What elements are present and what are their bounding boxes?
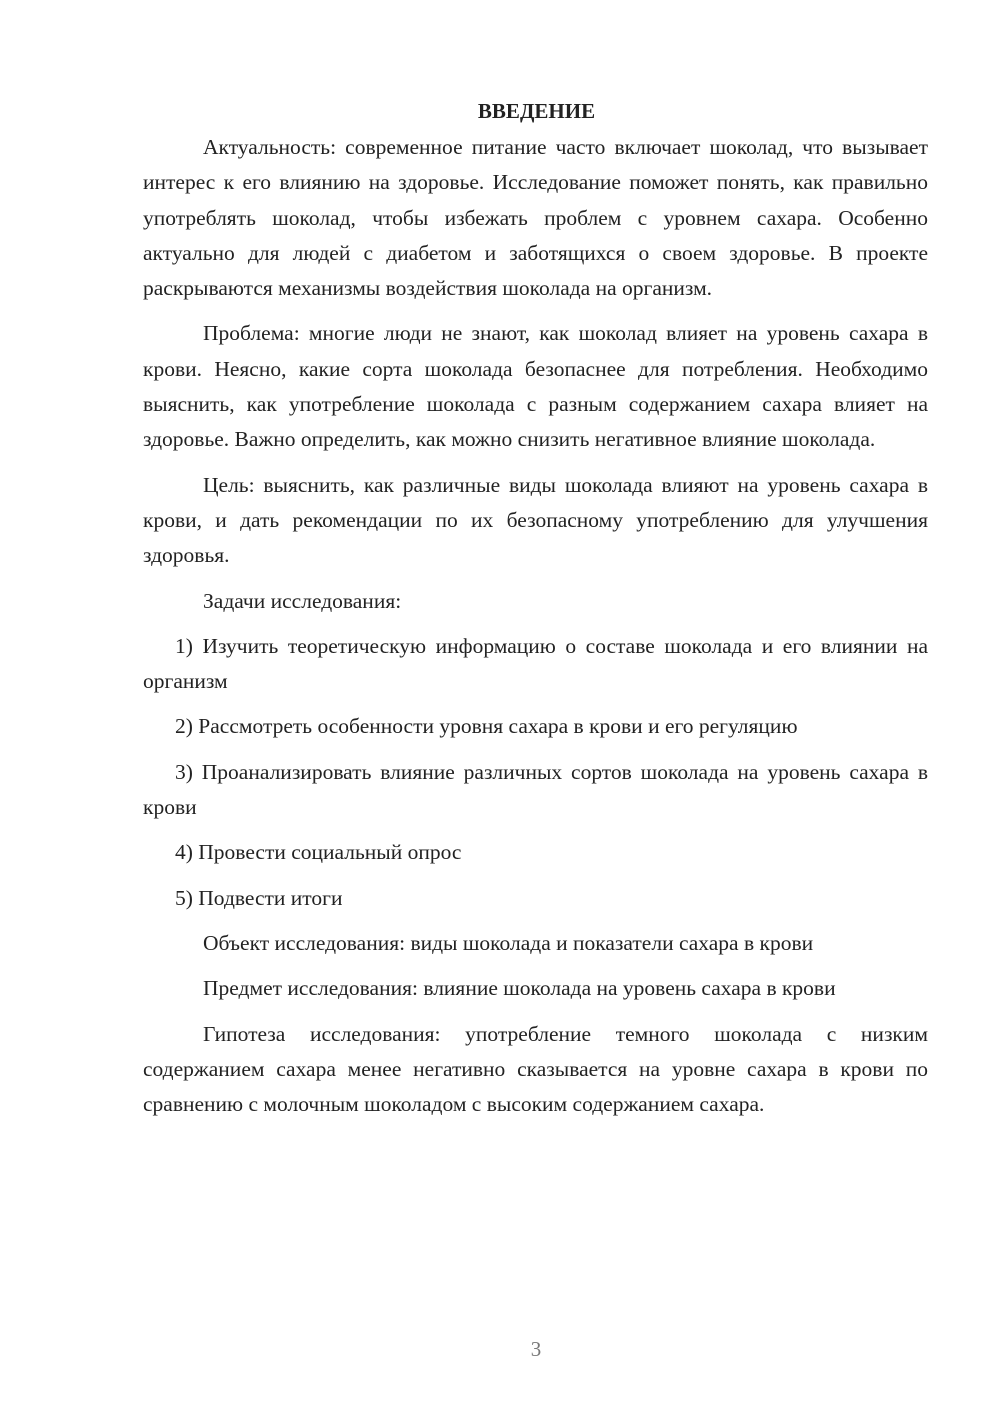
task-item: 1) Изучить теоретическую информацию о составе шоколада и его влиянии на организм: [143, 633, 928, 694]
paragraph-hypothesis: Гипотеза исследования: употребление темного шоколада с низким содержанием сахара менее негативно сказывается на уровне сахара в крови по сравнению с молочным шоколадом с высоким содержанием сахара.: [143, 1021, 928, 1117]
paragraph-relevance: Актуальность: современное питание часто включает шоколад, что вызывает интерес к его влиянию на здоровье. Исследование поможет понять, как правильно употреблять шоколад, чтобы избежать проблем с уровнем сахара. Особенно актуально для людей с диабетом и заботящихся о своем здоровье. В проекте раскрываются механизмы воздействия шоколада на организм.: [143, 135, 928, 301]
page-number: 3: [530, 1337, 542, 1361]
document-page: [143, 96, 928, 1122]
paragraph-goal: Цель: выяснить, как различные виды шоколада влияют на уровень сахара в крови, и дать рекомендации по их безопасному употреблению для улучшения здоровья.: [143, 472, 928, 568]
section-title: ВВЕДЕНИЕ: [477, 99, 596, 123]
paragraph-problem: Проблема: многие люди не знают, как шоколад влияет на уровень сахара в крови. Неясно, какие сорта шоколада безопаснее для потребления. Необходимо выяснить, как употребление шоколада с разным содержанием сахара влияет на здоровье. Важно определить, как можно снизить негативное влияние шоколада.: [143, 321, 928, 452]
paragraph-object: Объект исследования: виды шоколада и показатели сахара в крови: [203, 930, 814, 955]
task-item: 4) Провести социальный опрос: [175, 840, 462, 865]
paragraph-subject: Предмет исследования: влияние шоколада на уровень сахара в крови: [203, 976, 836, 1001]
task-item: 5) Подвести итоги: [175, 885, 343, 910]
task-item: 2) Рассмотреть особенности уровня сахара в крови и его регуляцию: [175, 714, 798, 739]
paragraph-tasks-heading: Задачи исследования:: [203, 588, 402, 613]
task-item: 3) Проанализировать влияние различных сортов шоколада на уровень сахара в крови: [143, 759, 928, 820]
